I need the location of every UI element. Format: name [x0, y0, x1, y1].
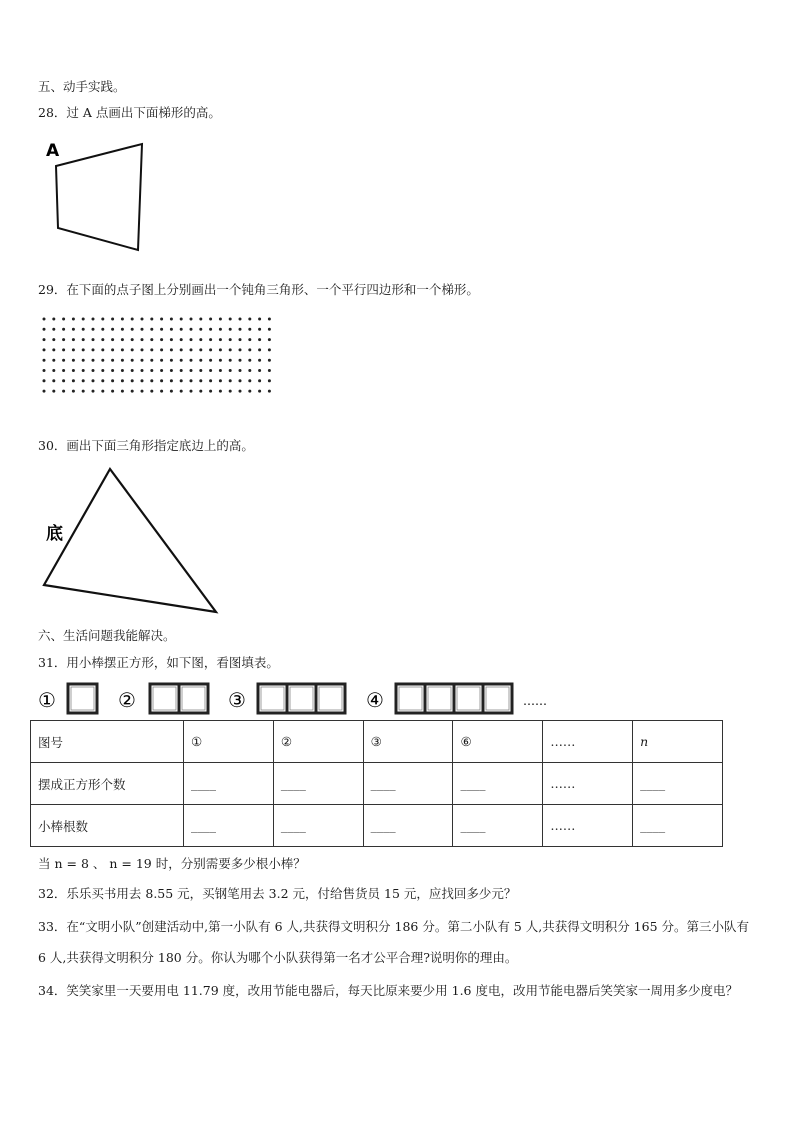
grid-dot — [62, 369, 65, 372]
grid-dot — [209, 338, 212, 341]
grid-dot — [52, 338, 55, 341]
grid-dot — [121, 328, 124, 331]
grid-dot — [258, 338, 261, 341]
question-31: 31．用小棒摆正方形，如下图，看图填表。 — [38, 655, 279, 670]
table-header-cell: 图号 — [31, 721, 184, 763]
grid-dot — [248, 348, 251, 351]
grid-dot — [111, 318, 114, 321]
table-row — [31, 763, 723, 805]
grid-dot — [219, 379, 222, 382]
grid-dot — [52, 359, 55, 362]
answer-blank[interactable]: ____ — [363, 763, 453, 805]
grid-dot — [52, 369, 55, 372]
figure-label-1: ① — [38, 688, 56, 712]
grid-dot — [239, 390, 242, 393]
grid-dot — [199, 390, 202, 393]
grid-dot — [92, 369, 95, 372]
grid-dot — [160, 348, 163, 351]
grid-dot — [180, 369, 183, 372]
answer-blank[interactable]: ____ — [273, 763, 363, 805]
grid-dot — [111, 348, 114, 351]
grid-dot — [258, 379, 261, 382]
grid-dot — [160, 328, 163, 331]
grid-dot — [62, 348, 65, 351]
grid-dot — [92, 338, 95, 341]
grid-dot — [248, 328, 251, 331]
answer-blank[interactable]: ____ — [273, 805, 363, 847]
trapezoid-figure — [40, 138, 170, 268]
grid-dot — [82, 328, 85, 331]
grid-dot — [111, 379, 114, 382]
grid-dot — [52, 328, 55, 331]
grid-dot — [219, 348, 222, 351]
grid-dot — [268, 328, 271, 331]
question-33: 33．在“文明小队”创建活动中,第一小队有 6 人,共获得文明积分 186 分。第二小队有 5 人,共获得文明积分 165 分。第三小队有 6 人,共获得文明积分 180 分。你认为哪个小队获得第一名才公平合理?说明你的理由。 — [38, 919, 750, 965]
grid-dot — [160, 318, 163, 321]
grid-dot — [160, 369, 163, 372]
grid-dot — [131, 359, 134, 362]
figure-4-squares — [396, 684, 512, 713]
grid-dot — [170, 359, 173, 362]
grid-dot — [150, 338, 153, 341]
dot-grid — [40, 315, 280, 395]
grid-dot — [52, 379, 55, 382]
grid-dot — [190, 369, 193, 372]
grid-dot — [92, 318, 95, 321]
grid-dot — [190, 379, 193, 382]
grid-dot — [258, 348, 261, 351]
grid-dot — [82, 348, 85, 351]
grid-dot — [92, 390, 95, 393]
figure-3-squares — [258, 684, 345, 713]
grid-dot — [268, 318, 271, 321]
answer-blank[interactable]: ____ — [363, 805, 453, 847]
grid-dot — [62, 379, 65, 382]
grid-dot — [209, 390, 212, 393]
grid-dot — [209, 379, 212, 382]
grid-dot — [190, 359, 193, 362]
grid-dot — [258, 390, 261, 393]
grid-dot — [92, 379, 95, 382]
figure-2-squares — [150, 684, 208, 713]
grid-dot — [121, 318, 124, 321]
grid-dot — [180, 390, 183, 393]
grid-dot — [121, 348, 124, 351]
stick-square-inner — [153, 687, 176, 710]
grid-dot — [101, 359, 104, 362]
grid-dot — [62, 318, 65, 321]
triangle-figure — [40, 465, 240, 615]
grid-dot — [199, 369, 202, 372]
stick-square-inner — [319, 687, 342, 710]
grid-dot — [170, 328, 173, 331]
row-label: 摆成正方形个数 — [31, 763, 184, 805]
grid-dot — [239, 348, 242, 351]
grid-dot — [131, 328, 134, 331]
grid-dot — [131, 338, 134, 341]
grid-dot — [199, 338, 202, 341]
grid-dot — [199, 359, 202, 362]
grid-dot — [209, 318, 212, 321]
grid-dot — [229, 328, 232, 331]
grid-dot — [43, 328, 46, 331]
answer-blank[interactable]: ____ — [453, 763, 543, 805]
figure-label-3: ③ — [228, 688, 246, 712]
grid-dot — [229, 348, 232, 351]
grid-dot — [209, 348, 212, 351]
grid-dot — [111, 369, 114, 372]
grid-dot — [43, 359, 46, 362]
grid-dot — [150, 369, 153, 372]
grid-dot — [229, 338, 232, 341]
table-cell: …… — [543, 805, 633, 847]
grid-dot — [248, 379, 251, 382]
grid-dot — [150, 328, 153, 331]
grid-dot — [72, 359, 75, 362]
grid-dot — [229, 390, 232, 393]
grid-dot — [111, 328, 114, 331]
question-34: 34．笑笑家里一天要用电 11.79 度，改用节能电器后，每天比原来要少用 1.6 度电，改用节能电器后笑笑家一周用多少度电？ — [38, 983, 738, 998]
grid-dot — [180, 328, 183, 331]
grid-dot — [141, 318, 144, 321]
stick-square — [287, 684, 316, 713]
grid-dot — [160, 338, 163, 341]
grid-dot — [258, 359, 261, 362]
grid-dot — [62, 390, 65, 393]
grid-dot — [170, 348, 173, 351]
grid-dot — [150, 379, 153, 382]
grid-dot — [219, 318, 222, 321]
grid-dot — [92, 359, 95, 362]
grid-dot — [72, 318, 75, 321]
grid-dot — [160, 379, 163, 382]
grid-dot — [248, 390, 251, 393]
grid-dot — [190, 318, 193, 321]
grid-dot — [219, 328, 222, 331]
grid-dot — [160, 390, 163, 393]
grid-dot — [160, 359, 163, 362]
grid-dot — [268, 338, 271, 341]
grid-dot — [219, 369, 222, 372]
grid-dot — [141, 369, 144, 372]
table-header-cell: ② — [273, 721, 363, 763]
figure-ellipsis: …… — [523, 694, 547, 708]
grid-dot — [248, 369, 251, 372]
grid-dot — [43, 338, 46, 341]
stick-table — [30, 720, 723, 847]
table-header-cell: ③ — [363, 721, 453, 763]
question-32: 32．乐乐买书用去 8.55 元，买钢笔用去 3.2 元，付给售货员 15 元，应找回多少元？ — [38, 886, 517, 901]
grid-dot — [82, 338, 85, 341]
table-header-row — [31, 721, 723, 763]
grid-dot — [170, 390, 173, 393]
grid-dot — [52, 390, 55, 393]
grid-dot — [141, 390, 144, 393]
grid-dot — [268, 379, 271, 382]
grid-dot — [72, 338, 75, 341]
grid-dot — [131, 390, 134, 393]
stick-square — [179, 684, 208, 713]
grid-dot — [219, 338, 222, 341]
grid-dot — [82, 359, 85, 362]
grid-dot — [72, 390, 75, 393]
grid-dot — [101, 338, 104, 341]
stick-square — [425, 684, 454, 713]
grid-dot — [43, 390, 46, 393]
point-a-label: A — [46, 141, 60, 161]
stick-square — [68, 684, 97, 713]
grid-dot — [209, 369, 212, 372]
grid-dot — [268, 348, 271, 351]
grid-dot — [229, 379, 232, 382]
grid-dot — [131, 318, 134, 321]
grid-dot — [219, 359, 222, 362]
table-row — [31, 805, 723, 847]
base-label: 底 — [46, 524, 63, 544]
grid-dot — [239, 369, 242, 372]
grid-dot — [141, 328, 144, 331]
answer-blank[interactable]: ____ — [184, 805, 274, 847]
grid-dot — [141, 338, 144, 341]
grid-dot — [141, 348, 144, 351]
grid-dot — [111, 338, 114, 341]
grid-dot — [43, 318, 46, 321]
table-header-cell: …… — [543, 721, 633, 763]
grid-dot — [239, 379, 242, 382]
grid-dot — [82, 318, 85, 321]
grid-dot — [141, 359, 144, 362]
grid-dot — [199, 318, 202, 321]
grid-dot — [72, 348, 75, 351]
stick-square-inner — [399, 687, 422, 710]
grid-dot — [180, 359, 183, 362]
grid-dot — [121, 390, 124, 393]
grid-dot — [111, 390, 114, 393]
grid-dot — [248, 318, 251, 321]
grid-dot — [258, 318, 261, 321]
grid-dot — [101, 328, 104, 331]
trapezoid-shape — [56, 144, 142, 250]
grid-dot — [239, 328, 242, 331]
stick-square-inner — [182, 687, 205, 710]
grid-dot — [101, 318, 104, 321]
grid-dot — [62, 328, 65, 331]
grid-dot — [52, 348, 55, 351]
grid-dot — [82, 369, 85, 372]
stick-squares-figure — [38, 680, 568, 720]
grid-dot — [150, 359, 153, 362]
grid-dot — [170, 318, 173, 321]
grid-dot — [62, 338, 65, 341]
answer-blank[interactable]: ____ — [633, 805, 723, 847]
figure-label-2: ② — [118, 688, 136, 712]
grid-dot — [248, 338, 251, 341]
section-5-title: 五、动手实践。 — [38, 79, 126, 94]
grid-dot — [199, 328, 202, 331]
section-6-title: 六、生活问题我能解决。 — [38, 628, 176, 643]
grid-dot — [150, 348, 153, 351]
grid-dot — [92, 348, 95, 351]
table-cell: …… — [543, 763, 633, 805]
grid-dot — [92, 328, 95, 331]
grid-dot — [268, 390, 271, 393]
answer-blank[interactable]: ____ — [453, 805, 543, 847]
grid-dot — [229, 318, 232, 321]
grid-dot — [150, 390, 153, 393]
stick-square-inner — [457, 687, 480, 710]
grid-dot — [62, 359, 65, 362]
grid-dot — [170, 379, 173, 382]
grid-dot — [101, 348, 104, 351]
grid-dot — [121, 369, 124, 372]
grid-dot — [258, 328, 261, 331]
grid-dot — [101, 369, 104, 372]
grid-dot — [82, 390, 85, 393]
grid-dot — [199, 379, 202, 382]
question-31-followup: 当 n = 8 、 n = 19 时，分别需要多少根小棒？ — [38, 856, 306, 871]
grid-dot — [209, 359, 212, 362]
grid-dot — [131, 369, 134, 372]
grid-dot — [229, 359, 232, 362]
table-header-cell: n — [633, 721, 723, 763]
question-29: 29．在下面的点子图上分别画出一个钝角三角形、一个平行四边形和一个梯形。 — [38, 282, 479, 297]
grid-dot — [180, 348, 183, 351]
answer-blank[interactable]: ____ — [633, 763, 723, 805]
grid-dot — [131, 379, 134, 382]
grid-dot — [239, 318, 242, 321]
triangle-shape — [44, 469, 216, 612]
grid-dot — [101, 379, 104, 382]
row-label: 小棒根数 — [31, 805, 184, 847]
grid-dot — [72, 369, 75, 372]
grid-dot — [72, 379, 75, 382]
grid-dot — [239, 338, 242, 341]
table-header-cell: ① — [184, 721, 274, 763]
grid-dot — [239, 359, 242, 362]
stick-square — [316, 684, 345, 713]
stick-square-inner — [71, 687, 94, 710]
grid-dot — [219, 390, 222, 393]
grid-dot — [43, 379, 46, 382]
grid-dot — [180, 379, 183, 382]
question-28: 28．过 A 点画出下面梯形的高。 — [38, 105, 221, 120]
grid-dot — [180, 338, 183, 341]
grid-dot — [170, 369, 173, 372]
answer-blank[interactable]: ____ — [184, 763, 274, 805]
grid-dot — [190, 390, 193, 393]
grid-dot — [43, 348, 46, 351]
grid-dot — [180, 318, 183, 321]
table-header-cell: ⑥ — [453, 721, 543, 763]
grid-dot — [268, 359, 271, 362]
grid-dot — [209, 328, 212, 331]
grid-dot — [190, 328, 193, 331]
grid-dot — [268, 369, 271, 372]
grid-dot — [111, 359, 114, 362]
stick-square-inner — [290, 687, 313, 710]
figure-1-squares — [68, 684, 97, 713]
grid-dot — [52, 318, 55, 321]
stick-square-inner — [486, 687, 509, 710]
grid-dot — [121, 379, 124, 382]
figure-label-4: ④ — [366, 688, 384, 712]
grid-dot — [101, 390, 104, 393]
grid-dot — [82, 379, 85, 382]
grid-dot — [229, 369, 232, 372]
grid-dot — [72, 328, 75, 331]
stick-square-inner — [428, 687, 451, 710]
grid-dot — [131, 348, 134, 351]
grid-dot — [150, 318, 153, 321]
stick-square-inner — [261, 687, 284, 710]
grid-dot — [121, 338, 124, 341]
grid-dot — [170, 338, 173, 341]
stick-square — [150, 684, 179, 713]
stick-square — [454, 684, 483, 713]
grid-dot — [190, 348, 193, 351]
grid-dot — [199, 348, 202, 351]
stick-square — [258, 684, 287, 713]
stick-square — [483, 684, 512, 713]
grid-dot — [258, 369, 261, 372]
stick-square — [396, 684, 425, 713]
grid-dot — [141, 379, 144, 382]
grid-dot — [43, 369, 46, 372]
grid-dot — [121, 359, 124, 362]
grid-dot — [248, 359, 251, 362]
question-30: 30．画出下面三角形指定底边上的高。 — [38, 438, 254, 453]
grid-dot — [190, 338, 193, 341]
